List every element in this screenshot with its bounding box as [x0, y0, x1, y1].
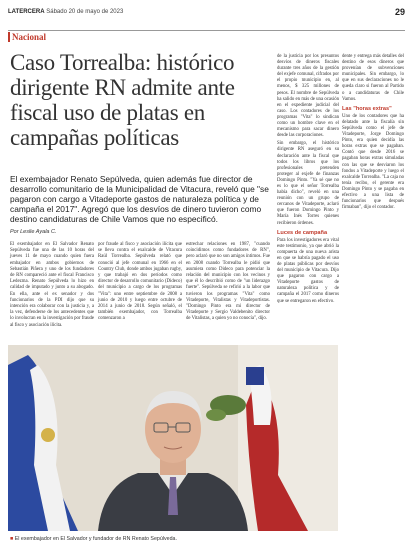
body-column-1: [10, 242, 94, 329]
article-byline: Por Leslie Ayala C.: [10, 229, 57, 235]
section-header: [8, 30, 405, 42]
caption-text: El exembajador en El Salvador y fundador de RN Renato Sepúlveda.: [14, 536, 177, 542]
page-header: [8, 9, 405, 21]
photo-illustration: [8, 345, 338, 531]
article-lede: El exembajador Renato Sepúlveda, quien además fue director de desarrollo comunitario de la Municipalidad de Vitacura, reveló que "se pagaron con cargo a Vitadeporte gastos de naturaleza política y de campaña el 2017". Agregó que los desvíos de dinero tuvieron como destino candidaturas de Chile Vamos que no especificó.: [10, 174, 269, 224]
article-headline: Caso Torrealba: histórico dirigente RN admite ante fiscal uso de platas en campañas políticas: [10, 50, 235, 150]
body-text-col1: El exembajador en El Salvador Renato Sepúlveda fue una de las 10 horas del jueves 11 de mayo cuando quien fuera embajador en ambos gobiernos de Sebastián Piñera y uno de los fundadores de RN compareció ante el fiscal Francisco Ledezma. Renato Sepúlveda lo hizo en calidad de imputado y junto a su abogado. En ella, ante el ex senador y dos funcionarios de la PDI dijo que su intención era colaborar con la justicia y, a la vez, defenderse de los antecedentes que lo involucran en la investigación por fraude al fisco y asociación ilícita.: [10, 242, 94, 328]
right-col1-text-a: de la justicia por los presuntos desvíos de dineros fiscales durante tres años de la gestión del exjefe comunal, cifrados por el propio municipio en, al menos, $ 325 millones de pesos. El nombre de Sepúlveda ha salido en más de una ocasión en el expediente judicial del caso. Los contadores de los programas "Vita" lo sindican como un hombre clave en el mecanismo para sacar dinero desde las corporaciones.: [277, 54, 339, 139]
body-column-3: [186, 242, 270, 323]
issue-date: Sábado 20 de mayo de 2023: [46, 9, 124, 15]
right-column-2: [342, 54, 404, 211]
caption-marker: ■: [10, 536, 14, 542]
subhead-campaign: Luces de campaña: [277, 229, 328, 236]
right-col1-text-c: Para los investigadores era vital este testimonio, ya que abrió la compuerta de una nueva arista en que se habría pagado el uso de platas públicas por desvíos del municipio de Vitacura. Dijo que pagaron con cargo a Vitadeporte gastos de naturaleza política y de campaña el 2017 como dineros que se entregaron en efectivo.: [277, 237, 339, 304]
body-text-col2: por fraude al fisco y asociación ilícita que se lleva contra el exalcalde de Vitacura Raúl Torrealba. Sepúlveda relató que conoció al jefe comunal en 1966 en el Country Club, donde ambos jugaban rugby, y que trabajó en dos períodos como director de desarrollo comunitario (Dideco) del municipio a cargo de los programas "Vita": uno entre septiembre de 2008 a junio de 2010 y luego entre octubre de 2014 a junio de 2018. Según señaló, el también exembajador, con Torrealba comenzaron a: [98, 242, 182, 322]
right-col2-text-b: Uno de los contadores que ha delatado ante la fiscalía sin Sepúlveda como el jefe de Vitadeporte, Jorge Domingo Pinto, era quien decidía las horas extras que se pagaban. Contó que desde 2016 se pagaban horas extras simuladas con las que se desviaron los fondos a Vitadeporte y luego el exalcalde Torrealba. "La caja no tenía recibo, el gerente era Domingo Pinto y se pagaba en efectivo a una lista de funcionarios que después firmaban", dijo el contador.: [342, 113, 404, 211]
subhead-overtime: Las "horas extras": [342, 105, 392, 112]
newspaper-brand: LATERCERA: [8, 9, 45, 15]
right-col1-text-b: Sin embargo, el histórico dirigente RN aseguró en su declaración ante la fiscal que todos los libros que los profesionales pretenden proteger al exjefe de finanzas Domingo Pinto. "Ya sé que no es lo que el señor Torrealba había dicho", reveló en una reunión con un grupo de cercanos de Vitadeporte, aclaró que fueron Domingo Pinto y María Inés Torres quienes recibieron órdenes.: [277, 141, 339, 226]
section-label: Nacional: [12, 32, 47, 42]
right-column-1: [277, 54, 339, 305]
section-accent-bar: [8, 32, 10, 42]
article-photo: [8, 345, 338, 531]
page-number: 29: [394, 7, 405, 17]
body-column-2: [98, 242, 182, 323]
body-text-col3: estrechar relaciones en 1987, "cuando coincidimos como fundadores de RN", pero aclaró que no son amigos íntimos. Fue en 2008 cuando Torrealba le pidió que asumiera como Dideco para potenciar la relación del municipio con los vecinos y que él lo describió como de "un liderazgo fuerte". Sepúlveda se refirió a la labor que tuvieron los programas "Vita" como Vitadeporte, Vitalistas y Vitadeportistas. "Domingo Pinto era mi director de Vitadeporte y Sergio Valdebenito director de Vitalistas, a quien yo no conocía", dijo.: [186, 242, 270, 322]
photo-caption: [10, 536, 340, 542]
right-col2-text-a: dente y entrega más detalles del destino de esos dineros que provenían de subvenciones municipales. Sin embargo, lo que en sus declaraciones no le queda claro si fueron al Partido o a candidaturas de Chile Vamos.: [342, 54, 404, 102]
